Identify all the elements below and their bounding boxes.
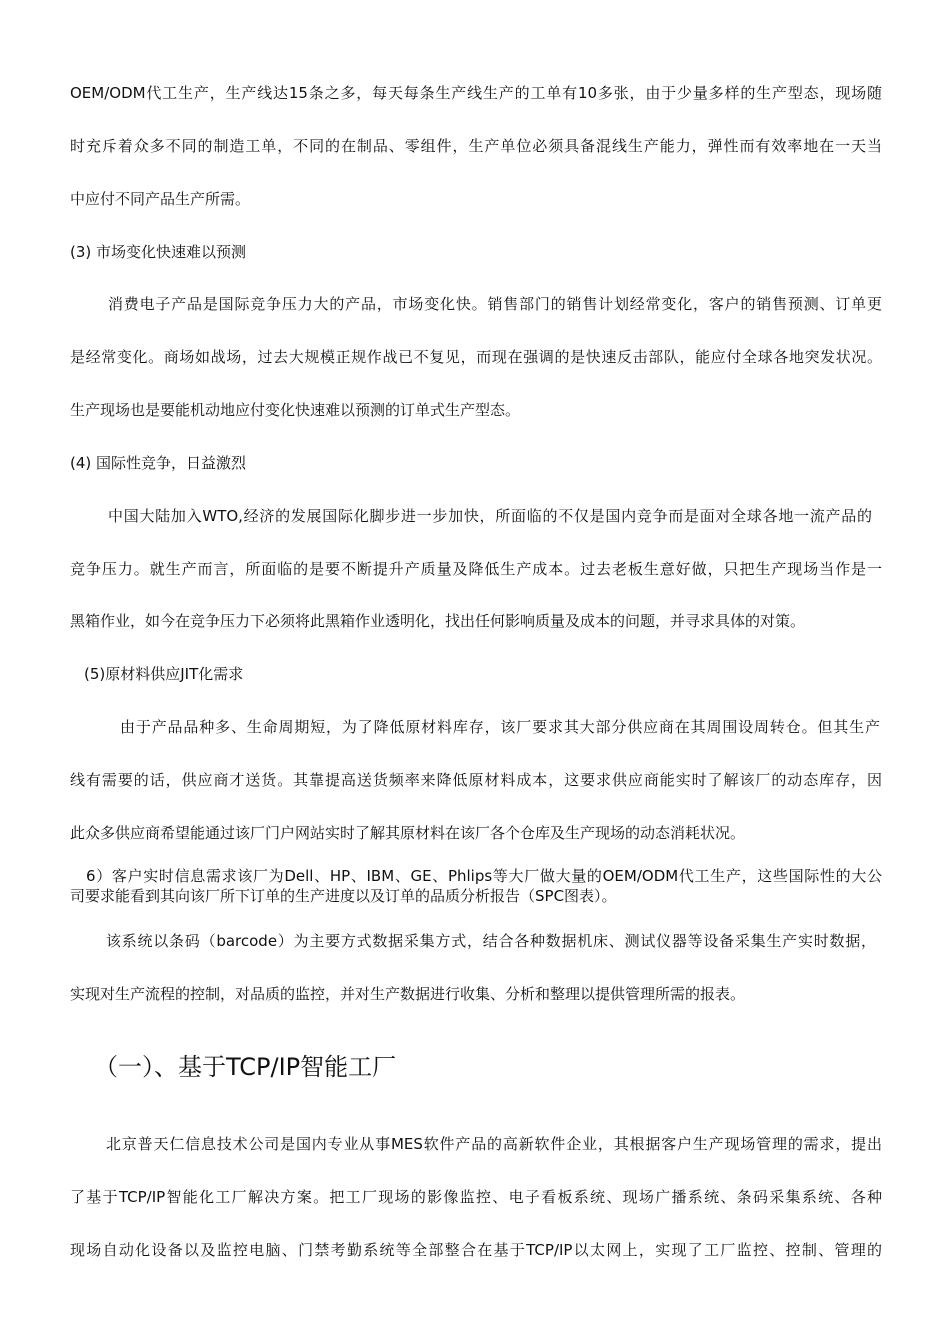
paragraph-line: 消费电子产品是国际竞争压力大的产品，市场变化快。销售部门的销售计划经常变化，客户的销售预测、订单更: [108, 295, 882, 313]
paragraph-line: 中应付不同产品生产所需。: [70, 190, 251, 208]
paragraph-line: 6）客户实时信息需求该厂为Dell、HP、IBM、GE、Phlips等大厂做大量的OEM/ODM代工生产，这些国际性的大公: [86, 867, 882, 885]
section-title: （一）、基于TCP/IP智能工厂: [94, 1053, 397, 1081]
paragraph-line: 由于产品品种多、生命周期短，为了降低原材料库存，该厂要求其大部分供应商在其周围设周转仓。但其生产: [120, 718, 880, 736]
paragraph-line: 时充斥着众多不同的制造工单，不同的在制品、零组件，生产单位必须具备混线生产能力，弹性而有效率地在一天当: [70, 137, 882, 155]
paragraph-line: 此众多供应商希望能通过该厂门户网站实时了解其原材料在该厂各个仓库及生产现场的动态消耗状况。: [70, 824, 746, 842]
paragraph-line: 司要求能看到其向该厂所下订单的生产进度以及订单的品质分析报告（SPC图表）。: [70, 887, 617, 905]
paragraph-line: 实现对生产流程的控制，对品质的监控，并对生产数据进行收集、分析和整理以提供管理所需的报表。: [70, 985, 746, 1003]
paragraph-line: 线有需要的话，供应商才送货。其靠提高送货频率来降低原材料成本，这要求供应商能实时了解该厂的动态库存，因: [70, 771, 882, 789]
paragraph-line: 该系统以条码（barcode）为主要方式数据采集方式，结合各种数据机床、测试仪器等设备采集生产实时数据，: [106, 932, 876, 950]
paragraph-line: 黑箱作业，如今在竞争压力下必须将此黑箱作业透明化，找出任何影响质量及成本的问题，并寻求具体的对策。: [70, 612, 806, 630]
paragraph-line: 北京普天仁信息技术公司是国内专业从事MES软件产品的高新软件企业，其根据客户生产现场管理的需求，提出: [106, 1135, 882, 1153]
paragraph-line: 是经常变化。商场如战场，过去大规模正规作战已不复见，而现在强调的是快速反击部队，能应付全球各地突发状况。: [70, 348, 882, 366]
paragraph-line: 了基于TCP/IP智能化工厂解决方案。把工厂现场的影像监控、电子看板系统、现场广播系统、条码采集系统、各种: [70, 1188, 882, 1206]
subheading-5: (5)原材料供应JIT化需求: [84, 665, 244, 683]
subheading-3: (3) 市场变化快速难以预测: [70, 243, 247, 261]
paragraph-line: 现场自动化设备以及监控电脑、门禁考勤系统等全部整合在基于TCP/IP以太网上，实现了工厂监控、控制、管理的: [70, 1241, 882, 1259]
paragraph-line: 中国大陆加入WTO,经济的发展国际化脚步进一步加快，所面临的不仅是国内竞争而是面对全球各地一流产品的: [108, 507, 872, 525]
paragraph-line: OEM/ODM代工生产，生产线达15条之多，每天每条生产线生产的工单有10多张，由于少量多样的生产型态，现场随: [70, 84, 882, 102]
paragraph-line: 生产现场也是要能机动地应付变化快速难以预测的订单式生产型态。: [70, 401, 521, 419]
subheading-4: (4) 国际性竞争，日益激烈: [70, 454, 247, 472]
paragraph-line: 竞争压力。就生产而言，所面临的是要不断提升产质量及降低生产成本。过去老板生意好做，只把生产现场当作是一: [70, 560, 882, 578]
